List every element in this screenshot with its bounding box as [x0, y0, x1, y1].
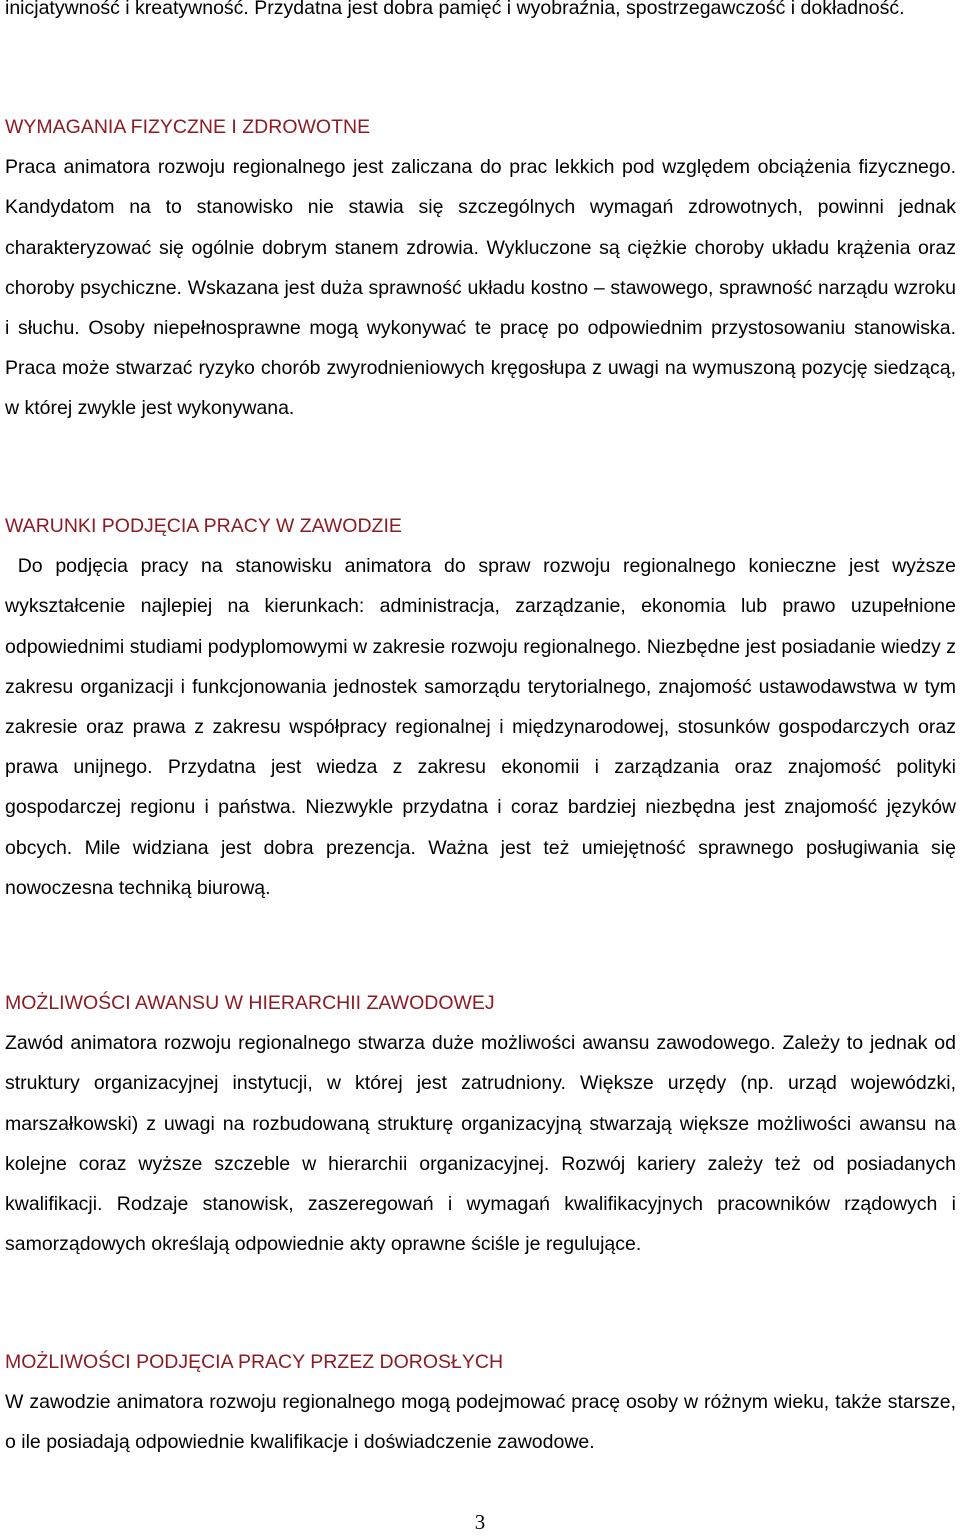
section-text-work-conditions: Do podjęcia pracy na stanowisku animatora do spraw rozwoju regionalnego konieczne jest wyższe wykształcenie najlepiej na kierunkach: administracja, zarządzanie, ekonomia lub prawo uzupełnione odpowiednimi studiami podyplomowymi w zakresie rozwoju regionalnego. Niezbędne jest posiadanie wiedzy z zakresu organizacji i funkcjonowania jednostek samorządu terytorialnego, znajomość ustawodawstwa w tym zakresie oraz prawa z zakresu współpracy regionalnej i międzynarodowej, stosunków gospodarczych oraz prawa unijnego. Przydatna jest wiedza z zakresu ekonomii i zarządzania oraz znajomość polityki gospodarczej regionu i państwa. Niezwykle przydatna i coraz bardziej niezbędna jest znajomość języków obcych. Mile widziana jest dobra prezencja. Ważna jest też umiejętność sprawnego posługiwania się nowoczesna techniką biurową.: [5, 555, 956, 899]
section-paragraph-adult-employment: W zawodzie animatora rozwoju regionalnego mogą podejmować pracę osoby w różnym wieku, także starsze, o ile posiadają odpowiednie kwalifikacje i doświadczenie zawodowe.: [5, 1391, 956, 1454]
section-physical-requirements: [5, 107, 956, 429]
section-paragraph-work-conditions: [5, 546, 956, 908]
section-heading-work-conditions: WARUNKI PODJĘCIA PRACY W ZAWODZIE: [5, 515, 402, 537]
section-heading-career-advancement: MOŻLIWOŚCI AWANSU W HIERARCHII ZAWODOWEJ: [5, 992, 495, 1014]
section-paragraph-career-advancement: Zawód animatora rozwoju regionalnego stwarza duże możliwości awansu zawodowego. Zależy to jednak od struktury organizacyjnej instytucji, w której jest zatrudniony. Większe urzędy (np. urząd wojewódzki, marszałkowski) z uwagi na rozbudowaną strukturę organizacyjną stwarzają większe możliwości awansu na kolejne coraz wyższe szczeble w hierarchii organizacyjnej. Rozwój kariery zależy też od posiadanych kwalifikacji. Rodzaje stanowisk, zaszeregowań i wymagań kwalifikacyjnych pracowników rządowych i samorządowych określają odpowiednie akty oprawne ściśle je regulujące.: [5, 1032, 956, 1256]
page-number: 3: [474, 1510, 486, 1534]
section-work-conditions: [5, 506, 956, 908]
intro-paragraph: inicjatywność i kreatywność. Przydatna jest dobra pamięć i wyobraźnia, spostrzegawczość i dokładność.: [5, 0, 905, 19]
section-heading-physical-requirements: WYMAGANIA FIZYCZNE I ZDROWOTNE: [5, 116, 371, 138]
section-paragraph-physical-requirements: Praca animatora rozwoju regionalnego jest zaliczana do prac lekkich pod względem obciążenia fizycznego. Kandydatom na to stanowisko nie stawia się szczególnych wymagań zdrowotnych, powinni jednak charakteryzować się ogólnie dobrym stanem zdrowia. Wykluczone są ciężkie choroby układu krążenia oraz choroby psychiczne. Wskazana jest duża sprawność układu kostno – stawowego, sprawność narządu wzroku i słuchu. Osoby niepełnosprawne mogą wykonywać te pracę po odpowiednim przystosowaniu stanowiska. Praca może stwarzać ryzyko chorób zwyrodnieniowych kręgosłupa z uwagi na wymuszoną pozycję siedzącą, w której zwykle jest wykonywana.: [5, 156, 956, 420]
intro-block: [5, 0, 956, 28]
section-adult-employment: [5, 1342, 956, 1463]
section-career-advancement: [5, 983, 956, 1264]
section-heading-adult-employment: MOŻLIWOŚCI PODJĘCIA PRACY PRZEZ DOROSŁYCH: [5, 1351, 504, 1373]
